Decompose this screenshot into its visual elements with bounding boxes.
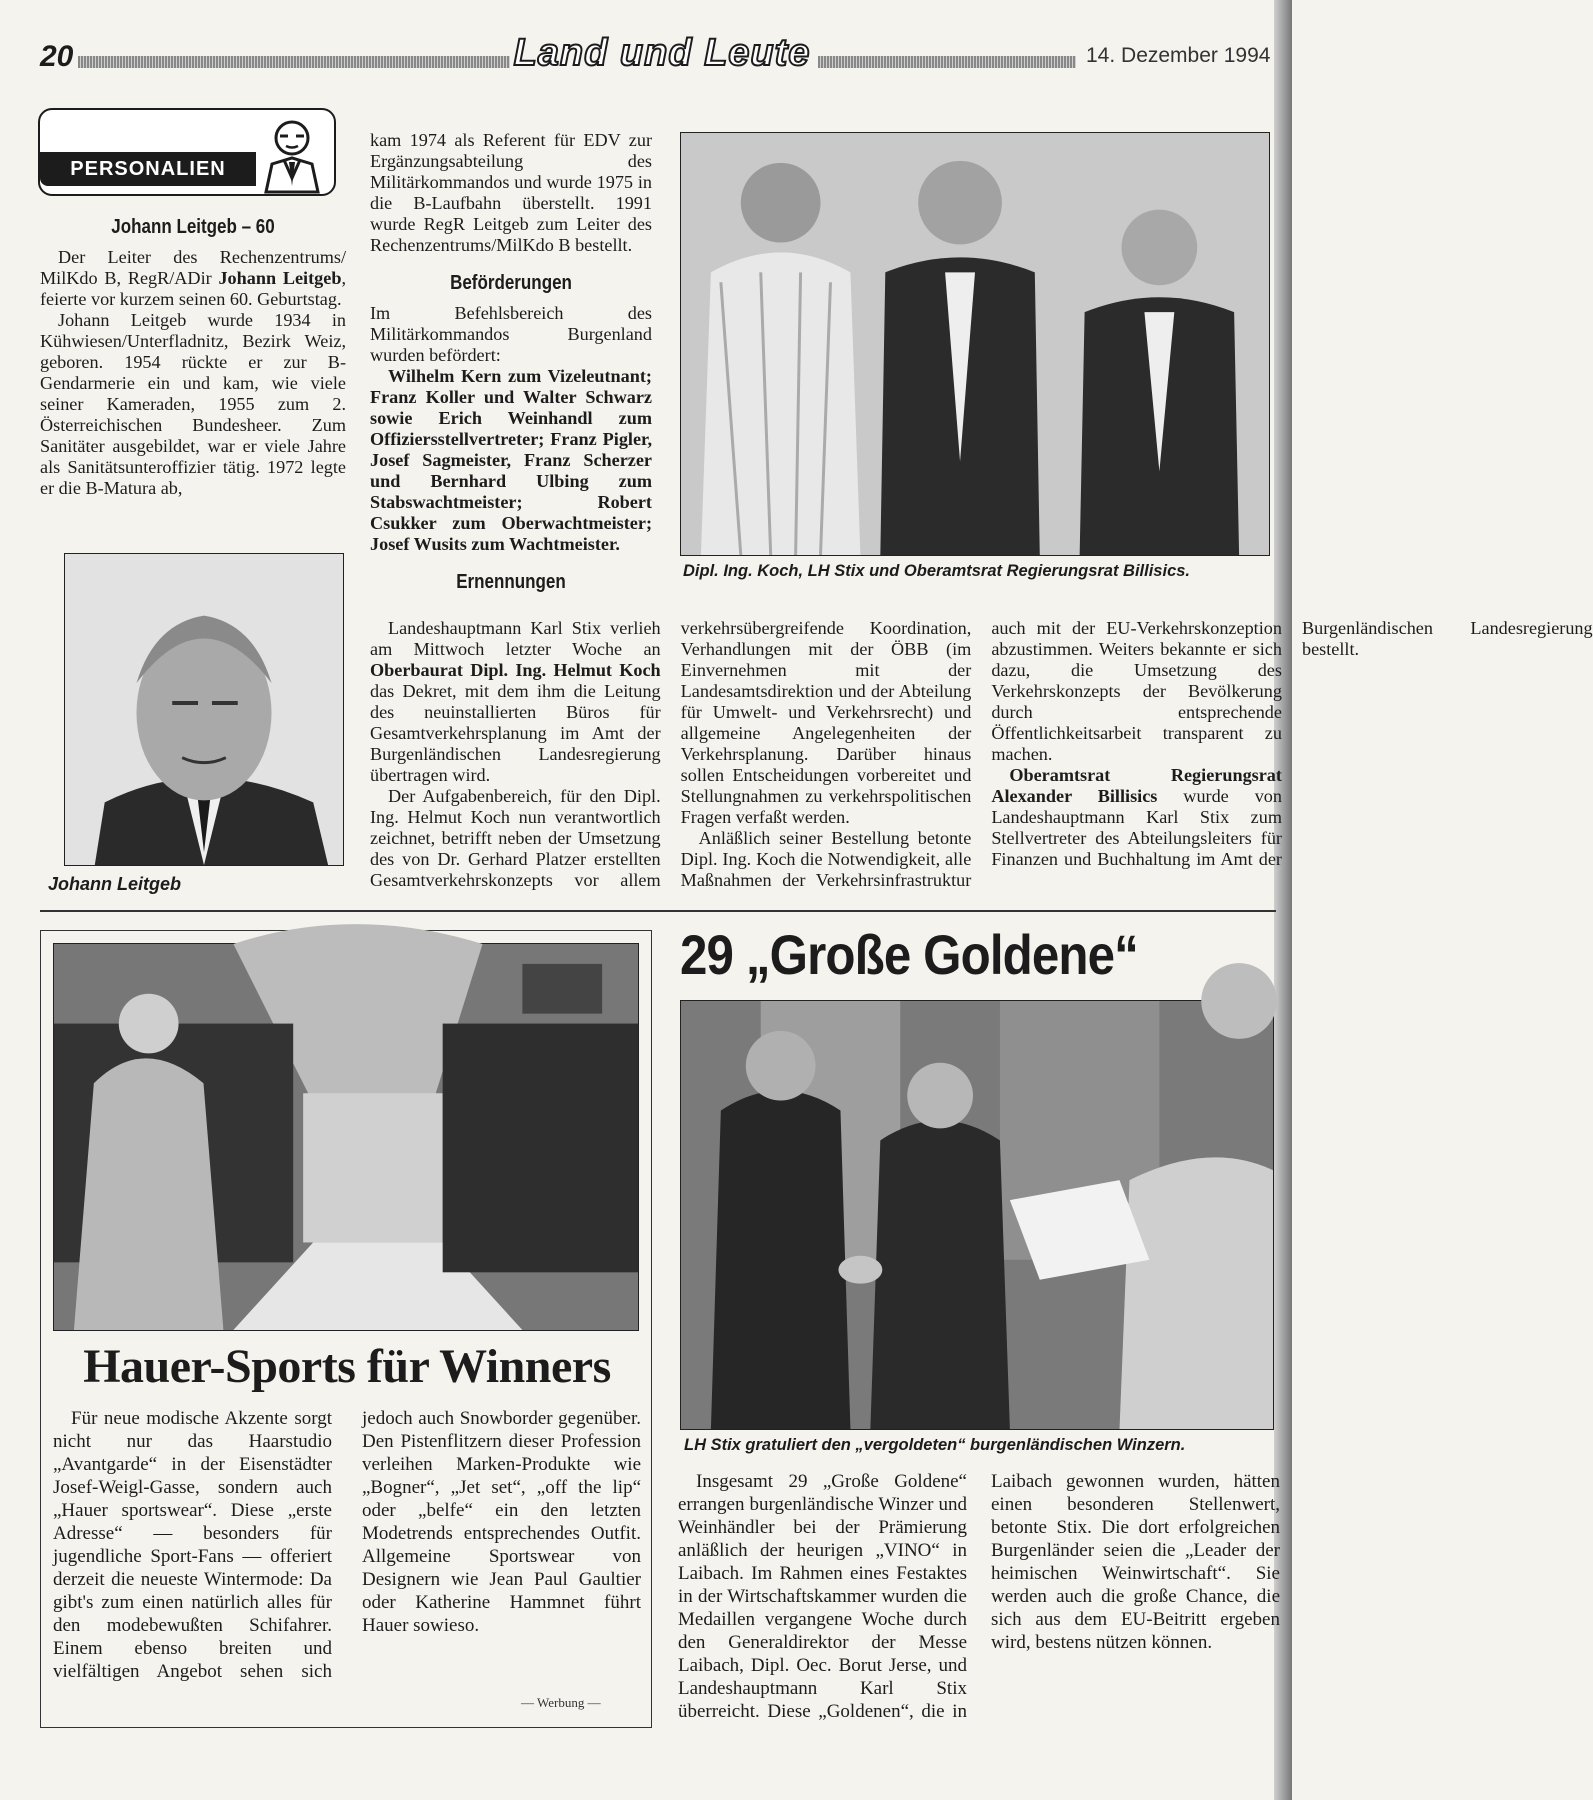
- group-photo-caption: Dipl. Ing. Koch, LH Stix und Oberamtsrat Regierungsrat Billisics.: [683, 562, 1191, 580]
- personalien-headline: Johann Leitgeb – 60: [111, 216, 275, 238]
- ern-para4-b: wurde von Landeshauptmann Karl Stix zum Stellvertreter des Abteilungsleiters für Finanzen und Buchhaltung im Amt der Burgenländischen Landesregierung bestellt.: [991, 618, 1593, 869]
- ern-para1-c: das Dekret, mit dem ihm die Leitung des neuinstallierten Büros für Gesamtverkehrsplanung im Amt der Burgenländischen Landesregierung übertragen wird.: [370, 681, 661, 785]
- para1-name-bold: Johann Leitgeb: [218, 268, 342, 288]
- promotions-text: [370, 303, 652, 555]
- ern-para1-name: Oberbaurat Dipl. Ing. Helmut Koch: [370, 660, 661, 680]
- hauer-headline: Hauer-Sports für Winners: [83, 1340, 611, 1393]
- promotions-intro: Im Befehlsbereich des Militärkommandos Burgenland wurden befördert:: [370, 303, 652, 365]
- ernennungen-para2: Der Aufgabenbereich, für den Dipl. Ing. Helmut Koch nun verantwortlich zeichnet, betrifft neben der Umsetzung des von Dr. Gerhard Platzer erstellten Gesamtverkehrskonzepts vor allem verkehrsübergreifende Koordination, Verhandlungen mit der ÖBB (im Einvernehmen mit der Landesamtsdirektion und der Abteilung für Umwelt- und Verkehrsrecht) und allgemeine Angelegenheiten der Verkehrsplanung. Darüber hinaus sollen Entscheidungen vorbereitet und Stellungnahmen zu verkehrspolitischen Fragen verfaßt werden.: [370, 618, 972, 890]
- badge-banner: [40, 152, 256, 186]
- portrait-illustration: [65, 554, 343, 865]
- group-photo-illustration: [681, 133, 1269, 555]
- ernennungen-heading: Ernennungen: [456, 571, 566, 593]
- hauer-body-text: Für neue modische Akzente sorgt nicht nur das Haarstudio „Avantgarde“ in der Eisenstädter Josef-Weigl-Gasse, sondern auch „Hauer sportswear“. Diese „erste Adresse“ — besonders für jugendliche Sport-Fans — offeriert derzeit die neueste Wintermode: Da gibt's zum einen natürlich alles für den modebewußten Schifahrer. Einem ebenso breiten und vielfältigen Angebot sehen sich jedoch auch Snowborder gegenüber. Den Pistenflitzern dieser Profession verleihen Marken-Produkte wie „Bogner“, „Jet set“, „off the lip“ oder „belfe“ ein den letzten Modetrends entsprechendes Outfit. Allgemeine Sportswear von Designern wie Jean Paul Gaultier oder Katherine Hammnet führt Hauer sowieso.: [53, 1408, 641, 1682]
- section-title: Land und Leute: [513, 32, 811, 74]
- goldene-body: [678, 1470, 1280, 1736]
- wine-award-caption: LH Stix gratuliert den „vergoldeten“ burgenländischen Winzern.: [684, 1436, 1186, 1454]
- portrait-caption: Johann Leitgeb: [48, 874, 182, 894]
- ernennungen-para1: [370, 618, 661, 786]
- promotions-heading: Beförderungen: [450, 272, 572, 294]
- para1-part-c: , feierte vor kurzem seinen 60. Geburtstag.: [40, 268, 346, 309]
- personalien-badge: [38, 108, 336, 196]
- hauer-body: [53, 1407, 641, 1697]
- person-cartoon-icon: [256, 116, 330, 192]
- badge-label: PERSONALIEN: [70, 158, 226, 180]
- header-rule-left: [78, 56, 510, 68]
- ernennungen-para3: Anläßlich seiner Bestellung betonte Dipl. Ing. Koch die Notwendigkeit, alle Maßnahmen der Verkehrsinfrastruktur auch mit der EU-Verkehrskonzeption abzustimmen. Weiters bekannte er sich dazu, die Umsetzung des Verkehrskonzepts der Bevölkerung durch entsprechende Öffentlichkeitsarbeit transparent zu machen.: [680, 618, 1282, 890]
- hauer-sports-box: [40, 930, 652, 1728]
- promotions-list: Wilhelm Kern zum Vizeleutnant; Franz Koller und Walter Schwarz sowie Erich Weinhandl zum Offiziersstellvertreter; Franz Pigler, Josef Sagmeister, Franz Scherzer und Bernhard Ulbing zum Stabswachtmeister; Robert Csukker zum Oberwachtmeister; Josef Wusits zum Wachtmeister.: [370, 366, 652, 554]
- portrait-photo: [64, 553, 344, 866]
- store-interior-illustration: [54, 944, 638, 1330]
- wine-award-illustration: [681, 1001, 1273, 1429]
- page-number: 20: [40, 40, 74, 73]
- ernennungen-body: [370, 618, 1593, 902]
- personalien-text-col2: [370, 130, 652, 256]
- ad-tag: — Werbung —: [521, 1695, 601, 1710]
- store-interior-photo: [53, 943, 639, 1331]
- personalien-para2: Johann Leitgeb wurde 1934 in Kühwiesen/Unterfladnitz, Bezirk Weiz, geboren. 1954 rückte er zur B-Gendarmerie ein und kam, wie viele seiner Kameraden, 1955 zum 2. Österreichischen Bundesheer. Zum Sanitäter ausgebildet, war er viele Jahre als Sanitätsunteroffizier tätig. 1972 legte er die B-Matura ab,: [40, 310, 346, 498]
- group-photo-koch-stix-billisics: [680, 132, 1270, 556]
- personalien-para3: kam 1974 als Referent für EDV zur Ergänzungsabteilung des Militärkommandos und wurde 1975 in die B-Laufbahn überstellt. 1991 wurde RegR Leitgeb zum Leiter des Rechenzentrums/MilKdo B bestellt.: [370, 130, 652, 255]
- section-divider: [40, 910, 1276, 912]
- wine-award-photo: [680, 1000, 1274, 1430]
- para1-part-a: Der Leiter des Rechenzentrums/ MilKdo B, RegR/ADir: [40, 247, 346, 288]
- ern-para1-a: Landeshauptmann Karl Stix verlieh am Mittwoch letzter Woche an: [370, 618, 661, 659]
- personalien-text-col1: [40, 247, 346, 499]
- goldene-body-text: Insgesamt 29 „Große Goldene“ errangen burgenländische Winzer und Weinhändler bei der Prämierung anläßlich der heurigen „VINO“ in Laibach. Im Rahmen eines Festaktes in der Wirtschaftskammer wurden die Medaillen vergangene Woche durch den Generaldirektor der Messe Laibach, Dipl. Oec. Borut Jerse, und Landeshauptmann Karl Stix überreicht. Diese „Goldenen“, die in Laibach gewonnen wurden, hätten einen besonderen Stellenwert, betonte Stix. Die dort erfolgreichen Burgenländer seien die „Leader der heimischen Weinwirtschaft“. Sie werden auch die große Chance, die sich aus dem EU-Beitritt ergeben wird, bestens nützen können.: [678, 1471, 1280, 1722]
- issue-date: 14. Dezember 1994: [1086, 44, 1271, 67]
- goldene-headline: 29 „Große Goldene“: [680, 923, 1138, 986]
- ern-para4-name: Oberamtsrat Regierungsrat Alexander Billisics: [991, 765, 1282, 806]
- header-rule-right: [818, 56, 1076, 68]
- personalien-para1: [40, 247, 346, 310]
